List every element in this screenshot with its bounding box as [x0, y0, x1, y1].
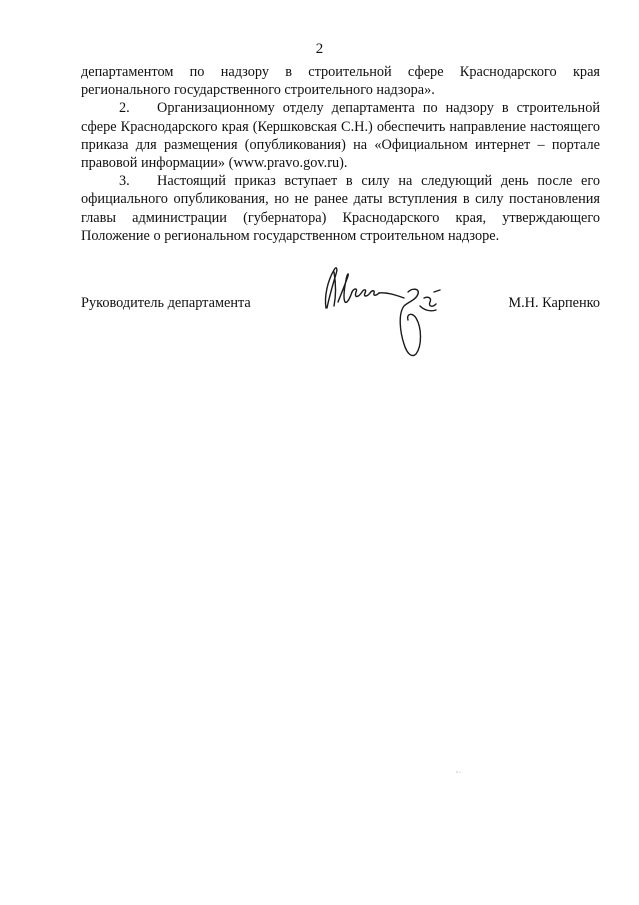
paragraph-2-number: 2. [119, 100, 130, 117]
signer-name: М.Н. Карпенко [508, 295, 600, 311]
paragraph-3-text: Настоящий приказ вступает в силу на следующий день после его официального опубликования, но не ранее даты вступления в силу постановления главы администрации (губернатора) Краснодарского края, утверждающего Положение о региональном государственном строительном надзоре. [81, 173, 600, 244]
signer-title: Руководитель департамента [81, 295, 251, 311]
paragraph-2-text: Организационному отделу департамента по надзору в строительной сфере Краснодарского края (Кершковская С.Н.) обеспечить направление настоящего приказа для размещения (опубликования) на «Официальном интернет – портале правовой информации» (www.pravo.gov.ru). [81, 100, 600, 172]
paragraph-2 [81, 99, 600, 172]
document-body [81, 63, 600, 245]
paragraph-continuation [81, 63, 600, 99]
paragraph-1-text: департаментом по надзору в строительной сфере Краснодарского края регионального государственного строительного надзора». [81, 64, 600, 99]
page-number: 2 [315, 41, 324, 57]
paragraph-3 [81, 172, 600, 245]
scan-speck [455, 770, 463, 774]
paragraph-3-number: 3. [119, 173, 130, 190]
handwritten-signature [312, 262, 452, 362]
